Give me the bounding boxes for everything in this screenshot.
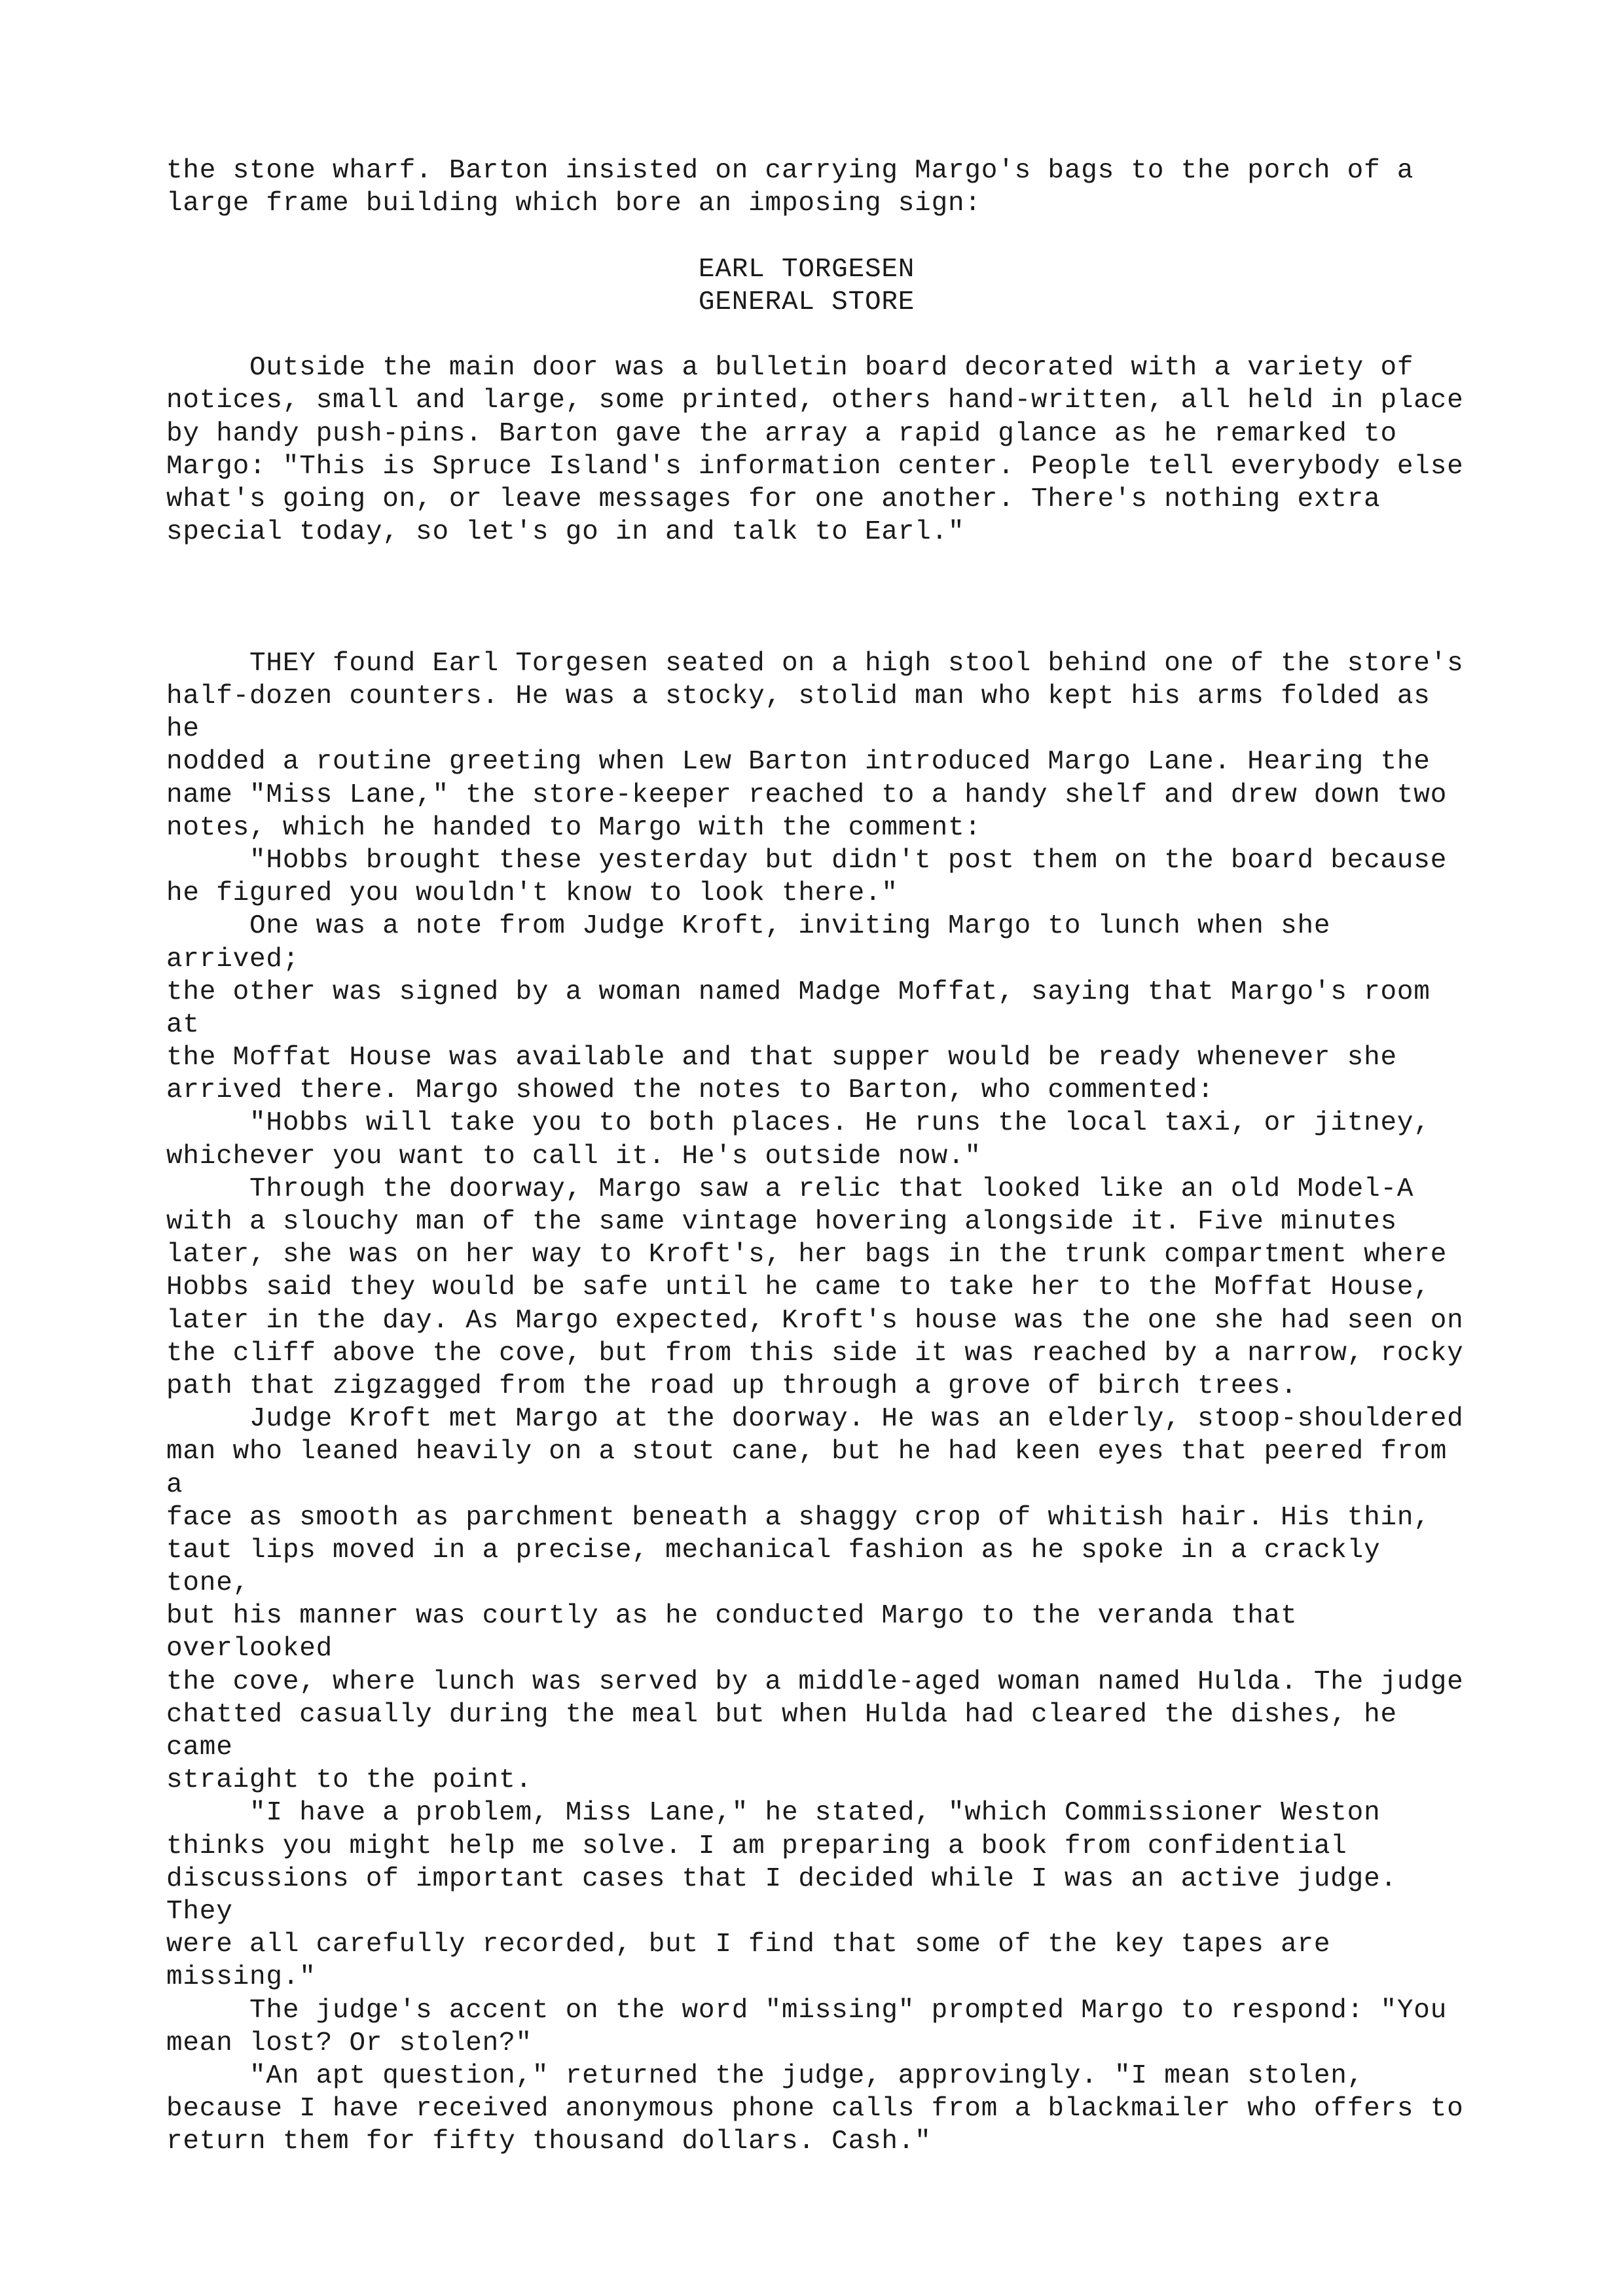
text-line: EARL TORGESEN: [166, 254, 915, 285]
text-line: The judge's accent on the word "missing" prompted Margo to respond: "You: [166, 1995, 1448, 2026]
blank-line: [166, 548, 1554, 581]
text-line: discussions of important cases that I decided while I was an active judge.: [166, 1863, 1397, 1894]
text-line: the Moffat House was available and that supper would be ready whenever she: [166, 1043, 1397, 1073]
body-text: [166, 154, 1554, 2158]
text-line: straight to the point.: [166, 1765, 532, 1796]
text-line: the other was signed by a woman named Madge Moffat, saying that Margo's room: [166, 977, 1431, 1007]
text-line: "An apt question," returned the judge, approvingly. "I mean stolen,: [166, 2060, 1364, 2091]
text-line: chatted casually during the meal but when Hulda had cleared the dishes, he: [166, 1699, 1397, 1730]
text-line: tone,: [166, 1568, 250, 1599]
text-line: Judge Kroft met Margo at the doorway. He was an elderly, stoop-shouldered: [166, 1404, 1464, 1435]
text-line: but his manner was courtly as he conducted Margo to the veranda that: [166, 1601, 1298, 1632]
text-line: missing.": [166, 1962, 316, 1993]
text-line: the cliff above the cove, but from this side it was reached by a narrow, rocky: [166, 1338, 1464, 1369]
text-line: Through the doorway, Margo saw a relic that looked like an old Model-A: [166, 1174, 1414, 1204]
text-line: "Hobbs will take you to both places. He runs the local taxi, or jitney,: [166, 1108, 1431, 1139]
text-line: return them for fifty thousand dollars. Cash.": [166, 2126, 932, 2157]
text-line: were all carefully recorded, but I find that some of the key tapes are: [166, 1929, 1331, 1960]
text-line: he: [166, 714, 200, 745]
text-line: half-dozen counters. He was a stocky, stolid man who kept his arms folded as: [166, 681, 1431, 711]
text-line: taut lips moved in a precise, mechanical fashion as he spoke in a crackly: [166, 1535, 1381, 1566]
text-line: One was a note from Judge Kroft, inviting Margo to lunch when she: [166, 911, 1331, 942]
text-line: Hobbs said they would be safe until he came to take her to the Moffat House,: [166, 1272, 1431, 1303]
text-line: Margo: "This is Spruce Island's information center. People tell everybody else: [166, 451, 1464, 482]
blank-line: [166, 581, 1554, 614]
blank-line: [166, 615, 1554, 647]
text-line: thinks you might help me solve. I am preparing a book from confidential: [166, 1831, 1347, 1861]
text-line: special today, so let's go in and talk to Earl.": [166, 517, 965, 548]
text-line: "Hobbs brought these yesterday but didn't post them on the board because: [166, 845, 1448, 876]
text-line: path that zigzagged from the road up through a grove of birch trees.: [166, 1371, 1298, 1401]
text-line: later, she was on her way to Kroft's, her bags in the trunk compartment where: [166, 1240, 1448, 1270]
text-line: name "Miss Lane," the store-keeper reached to a handy shelf and drew down two: [166, 780, 1448, 810]
text-line: what's going on, or leave messages for one another. There's nothing extra: [166, 484, 1381, 514]
text-line: arrived;: [166, 944, 300, 975]
text-line: by handy push-pins. Barton gave the array a rapid glance as he remarked to: [166, 418, 1397, 449]
text-line: whichever you want to call it. He's outside now.": [166, 1141, 981, 1172]
blank-line: [166, 220, 1554, 253]
text-line: notes, which he handed to Margo with the comment:: [166, 812, 981, 843]
text-line: man who leaned heavily on a stout cane, but he had keen eyes that peered from: [166, 1437, 1448, 1467]
text-line: mean lost? Or stolen?": [166, 2028, 532, 2058]
text-line: face as smooth as parchment beneath a shaggy crop of whitish hair. His thin,: [166, 1502, 1431, 1533]
text-line: overlooked: [166, 1634, 333, 1664]
text-line: GENERAL STORE: [166, 287, 915, 317]
text-line: at: [166, 1009, 200, 1040]
text-line: came: [166, 1732, 233, 1763]
text-line: notices, small and large, some printed, others hand-written, all held in place: [166, 386, 1464, 416]
blank-line: [166, 319, 1554, 351]
text-line: a: [166, 1469, 183, 1500]
text-line: he figured you wouldn't know to look there.": [166, 878, 898, 909]
text-line: the cove, where lunch was served by a middle-aged woman named Hulda. The judge: [166, 1666, 1464, 1697]
text-line: the stone wharf. Barton insisted on carrying Margo's bags to the porch of a: [166, 156, 1414, 186]
text-line: large frame building which bore an imposing sign:: [166, 188, 981, 219]
text-line: THEY found Earl Torgesen seated on a high stool behind one of the store's: [166, 648, 1464, 679]
text-line: with a slouchy man of the same vintage hovering alongside it. Five minutes: [166, 1207, 1397, 1237]
text-line: because I have received anonymous phone calls from a blackmailer who offers to: [166, 2094, 1464, 2125]
text-line: Outside the main door was a bulletin board decorated with a variety of: [166, 353, 1414, 384]
text-line: later in the day. As Margo expected, Kroft's house was the one she had seen on: [166, 1305, 1464, 1336]
text-line: They: [166, 1896, 233, 1927]
text-line: nodded a routine greeting when Lew Barton introduced Margo Lane. Hearing the: [166, 747, 1431, 778]
text-line: "I have a problem, Miss Lane," he stated, "which Commissioner Weston: [166, 1798, 1381, 1829]
text-line: arrived there. Margo showed the notes to Barton, who commented:: [166, 1075, 1214, 1106]
